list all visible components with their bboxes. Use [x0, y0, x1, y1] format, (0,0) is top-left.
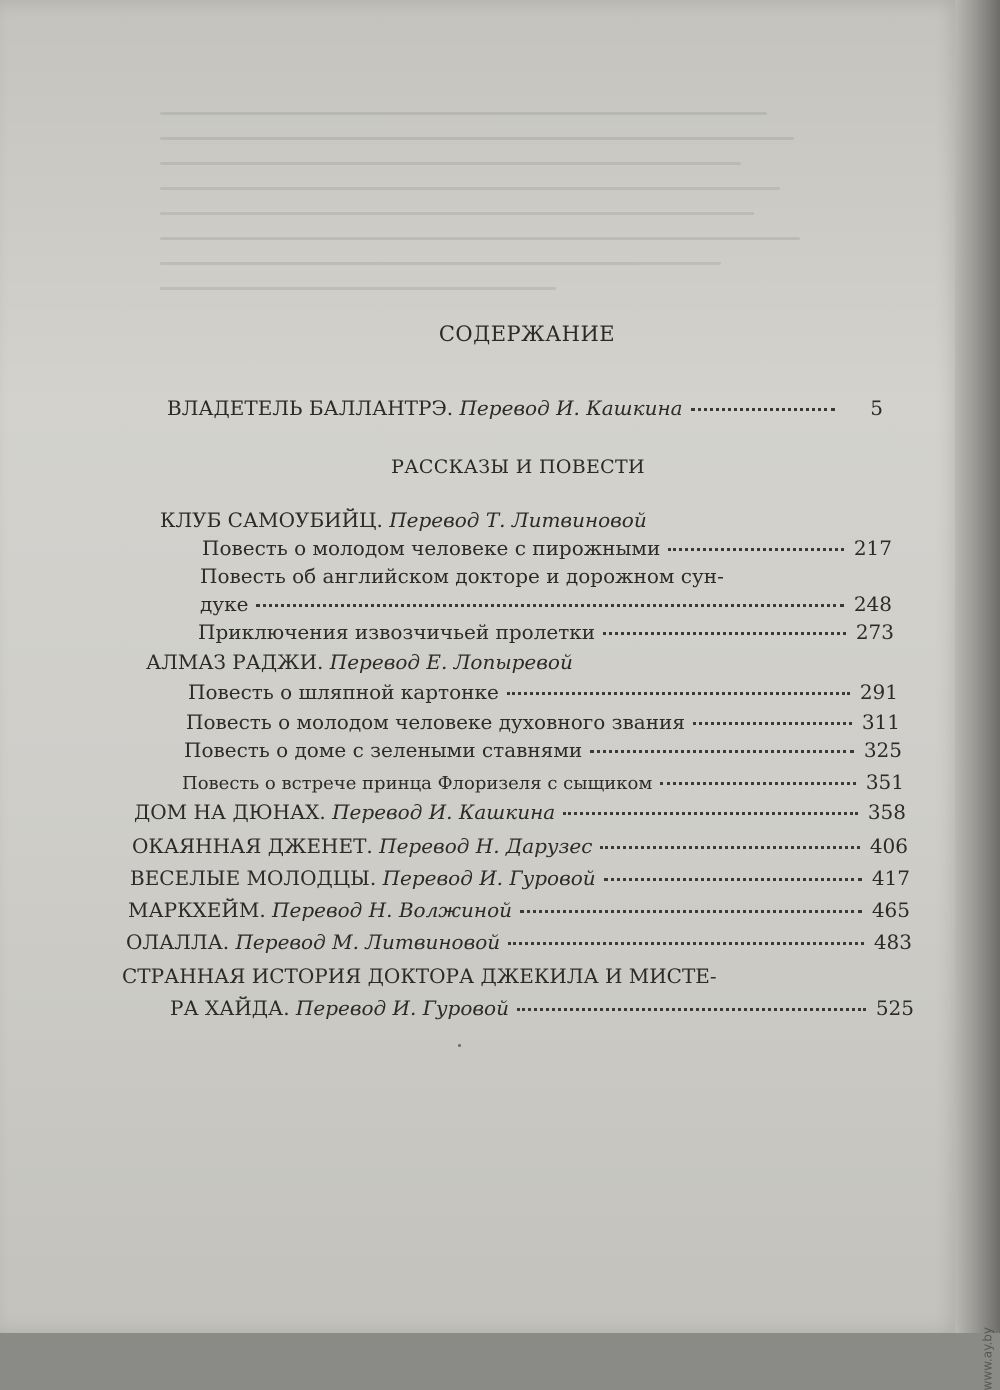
toc-subentry[interactable]: Повесть о встрече принца Флоризеля с сыщиком 351: [182, 770, 904, 794]
leader-dots: [603, 630, 846, 635]
toc-entry[interactable]: ВЕСЕЛЫЕ МОЛОДЦЫ. Перевод И. Гуровой 417: [130, 866, 910, 890]
leader-dots: [508, 940, 864, 945]
toc-subentry[interactable]: Повесть о шляпной картонке 291: [188, 680, 898, 704]
leader-dots: [668, 546, 844, 551]
toc-subentry[interactable]: Приключения извозчичьей пролетки 273: [198, 620, 894, 644]
toc-entry-jekyll-line2[interactable]: РА ХАЙДА. Перевод И. Гуровой 525: [170, 996, 914, 1020]
leader-dots: [660, 780, 856, 785]
toc-entry-suicide-club[interactable]: КЛУБ САМОУБИЙЦ. Перевод Т. Литвиновой: [160, 508, 647, 532]
leader-dots: [563, 810, 858, 815]
toc-heading: СОДЕРЖАНИЕ: [438, 322, 616, 346]
toc-entry[interactable]: ОЛАЛЛА. Перевод М. Литвиновой 483: [126, 930, 912, 954]
paper-speck: [458, 1044, 461, 1047]
toc-entry-rajah-diamond[interactable]: АЛМАЗ РАДЖИ. Перевод Е. Лопыревой: [146, 650, 573, 674]
page-number: 5: [870, 396, 883, 420]
toc-entry-jekyll-line1[interactable]: СТРАННАЯ ИСТОРИЯ ДОКТОРА ДЖЕКИЛА И МИСТЕ-: [122, 964, 717, 988]
leader-dots: [600, 844, 860, 849]
leader-dots: [507, 690, 850, 695]
leader-dots: [691, 406, 835, 411]
page-edge-shadow: [955, 0, 1000, 1333]
toc-subentry-line2[interactable]: дуке 248: [200, 592, 892, 616]
watermark: www.ay.by: [980, 1327, 994, 1390]
section-heading: РАССКАЗЫ И ПОВЕСТИ: [391, 456, 645, 478]
leader-dots: [693, 720, 852, 725]
toc-entry[interactable]: ОКАЯННАЯ ДЖЕНЕТ. Перевод Н. Дарузес 406: [132, 834, 908, 858]
toc-entry-ballantrae[interactable]: ВЛАДЕТЕЛЬ БАЛЛАНТРЭ. Перевод И. Кашкина 5: [167, 396, 883, 420]
toc-subentry[interactable]: Повесть о доме с зелеными ставнями 325: [184, 738, 902, 762]
toc-subentry[interactable]: Повесть о молодом человеке духовного звания 311: [186, 710, 900, 734]
leader-dots: [256, 602, 844, 607]
toc-subentry-line1[interactable]: Повесть об английском докторе и дорожном сун-: [200, 564, 724, 588]
leader-dots: [590, 748, 854, 753]
leader-dots: [520, 908, 862, 913]
toc-entry[interactable]: ДОМ НА ДЮНАХ. Перевод И. Кашкина 358: [134, 800, 906, 824]
leader-dots: [517, 1006, 866, 1011]
leader-dots: [604, 876, 862, 881]
bleed-through-text: [160, 90, 820, 320]
toc-subentry[interactable]: Повесть о молодом человеке с пирожными 217: [202, 536, 892, 560]
toc-entry[interactable]: МАРКХЕЙМ. Перевод Н. Волжиной 465: [128, 898, 910, 922]
